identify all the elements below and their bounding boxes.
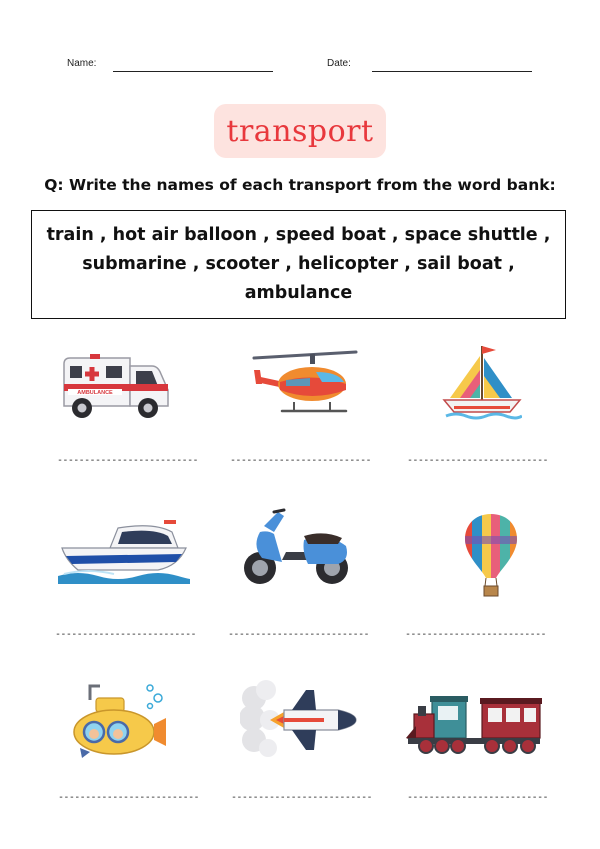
scooter-icon (238, 506, 354, 588)
answer-blank-6[interactable]: -------------------------- (405, 629, 546, 640)
answer-blank-1[interactable]: -------------------------- (57, 455, 198, 466)
answer-blank-3[interactable]: -------------------------- (407, 455, 548, 466)
ambulance-icon (60, 352, 172, 422)
space-shuttle-icon (240, 680, 358, 758)
date-label: Date: (327, 58, 351, 69)
train-icon (406, 694, 544, 756)
title-badge (214, 104, 386, 158)
question-text: Q: Write the names of each transport from the word bank: (44, 176, 556, 194)
word-bank-text: train , hot air balloon , speed boat , space shuttle , submarine , scooter , helicopter , sail boat , ambulance (46, 225, 551, 303)
answer-blank-2[interactable]: -------------------------- (230, 455, 371, 466)
helicopter-icon (250, 346, 362, 420)
name-line[interactable] (113, 71, 273, 72)
answer-blank-8[interactable]: -------------------------- (231, 792, 372, 803)
answer-blank-4[interactable]: -------------------------- (55, 629, 196, 640)
answer-blank-9[interactable]: -------------------------- (407, 792, 548, 803)
page-title: transport (226, 113, 374, 149)
name-label: Name: (67, 58, 97, 69)
answer-blank-7[interactable]: -------------------------- (58, 792, 199, 803)
svg-text:AMBULANCE: AMBULANCE (77, 390, 113, 396)
submarine-icon (70, 678, 174, 762)
date-line[interactable] (372, 71, 532, 72)
sail-boat-icon (442, 340, 522, 424)
hot-air-balloon-icon (460, 512, 522, 598)
speed-boat-icon (58, 518, 190, 586)
answer-blank-5[interactable]: -------------------------- (228, 629, 369, 640)
word-bank-box (31, 210, 566, 319)
